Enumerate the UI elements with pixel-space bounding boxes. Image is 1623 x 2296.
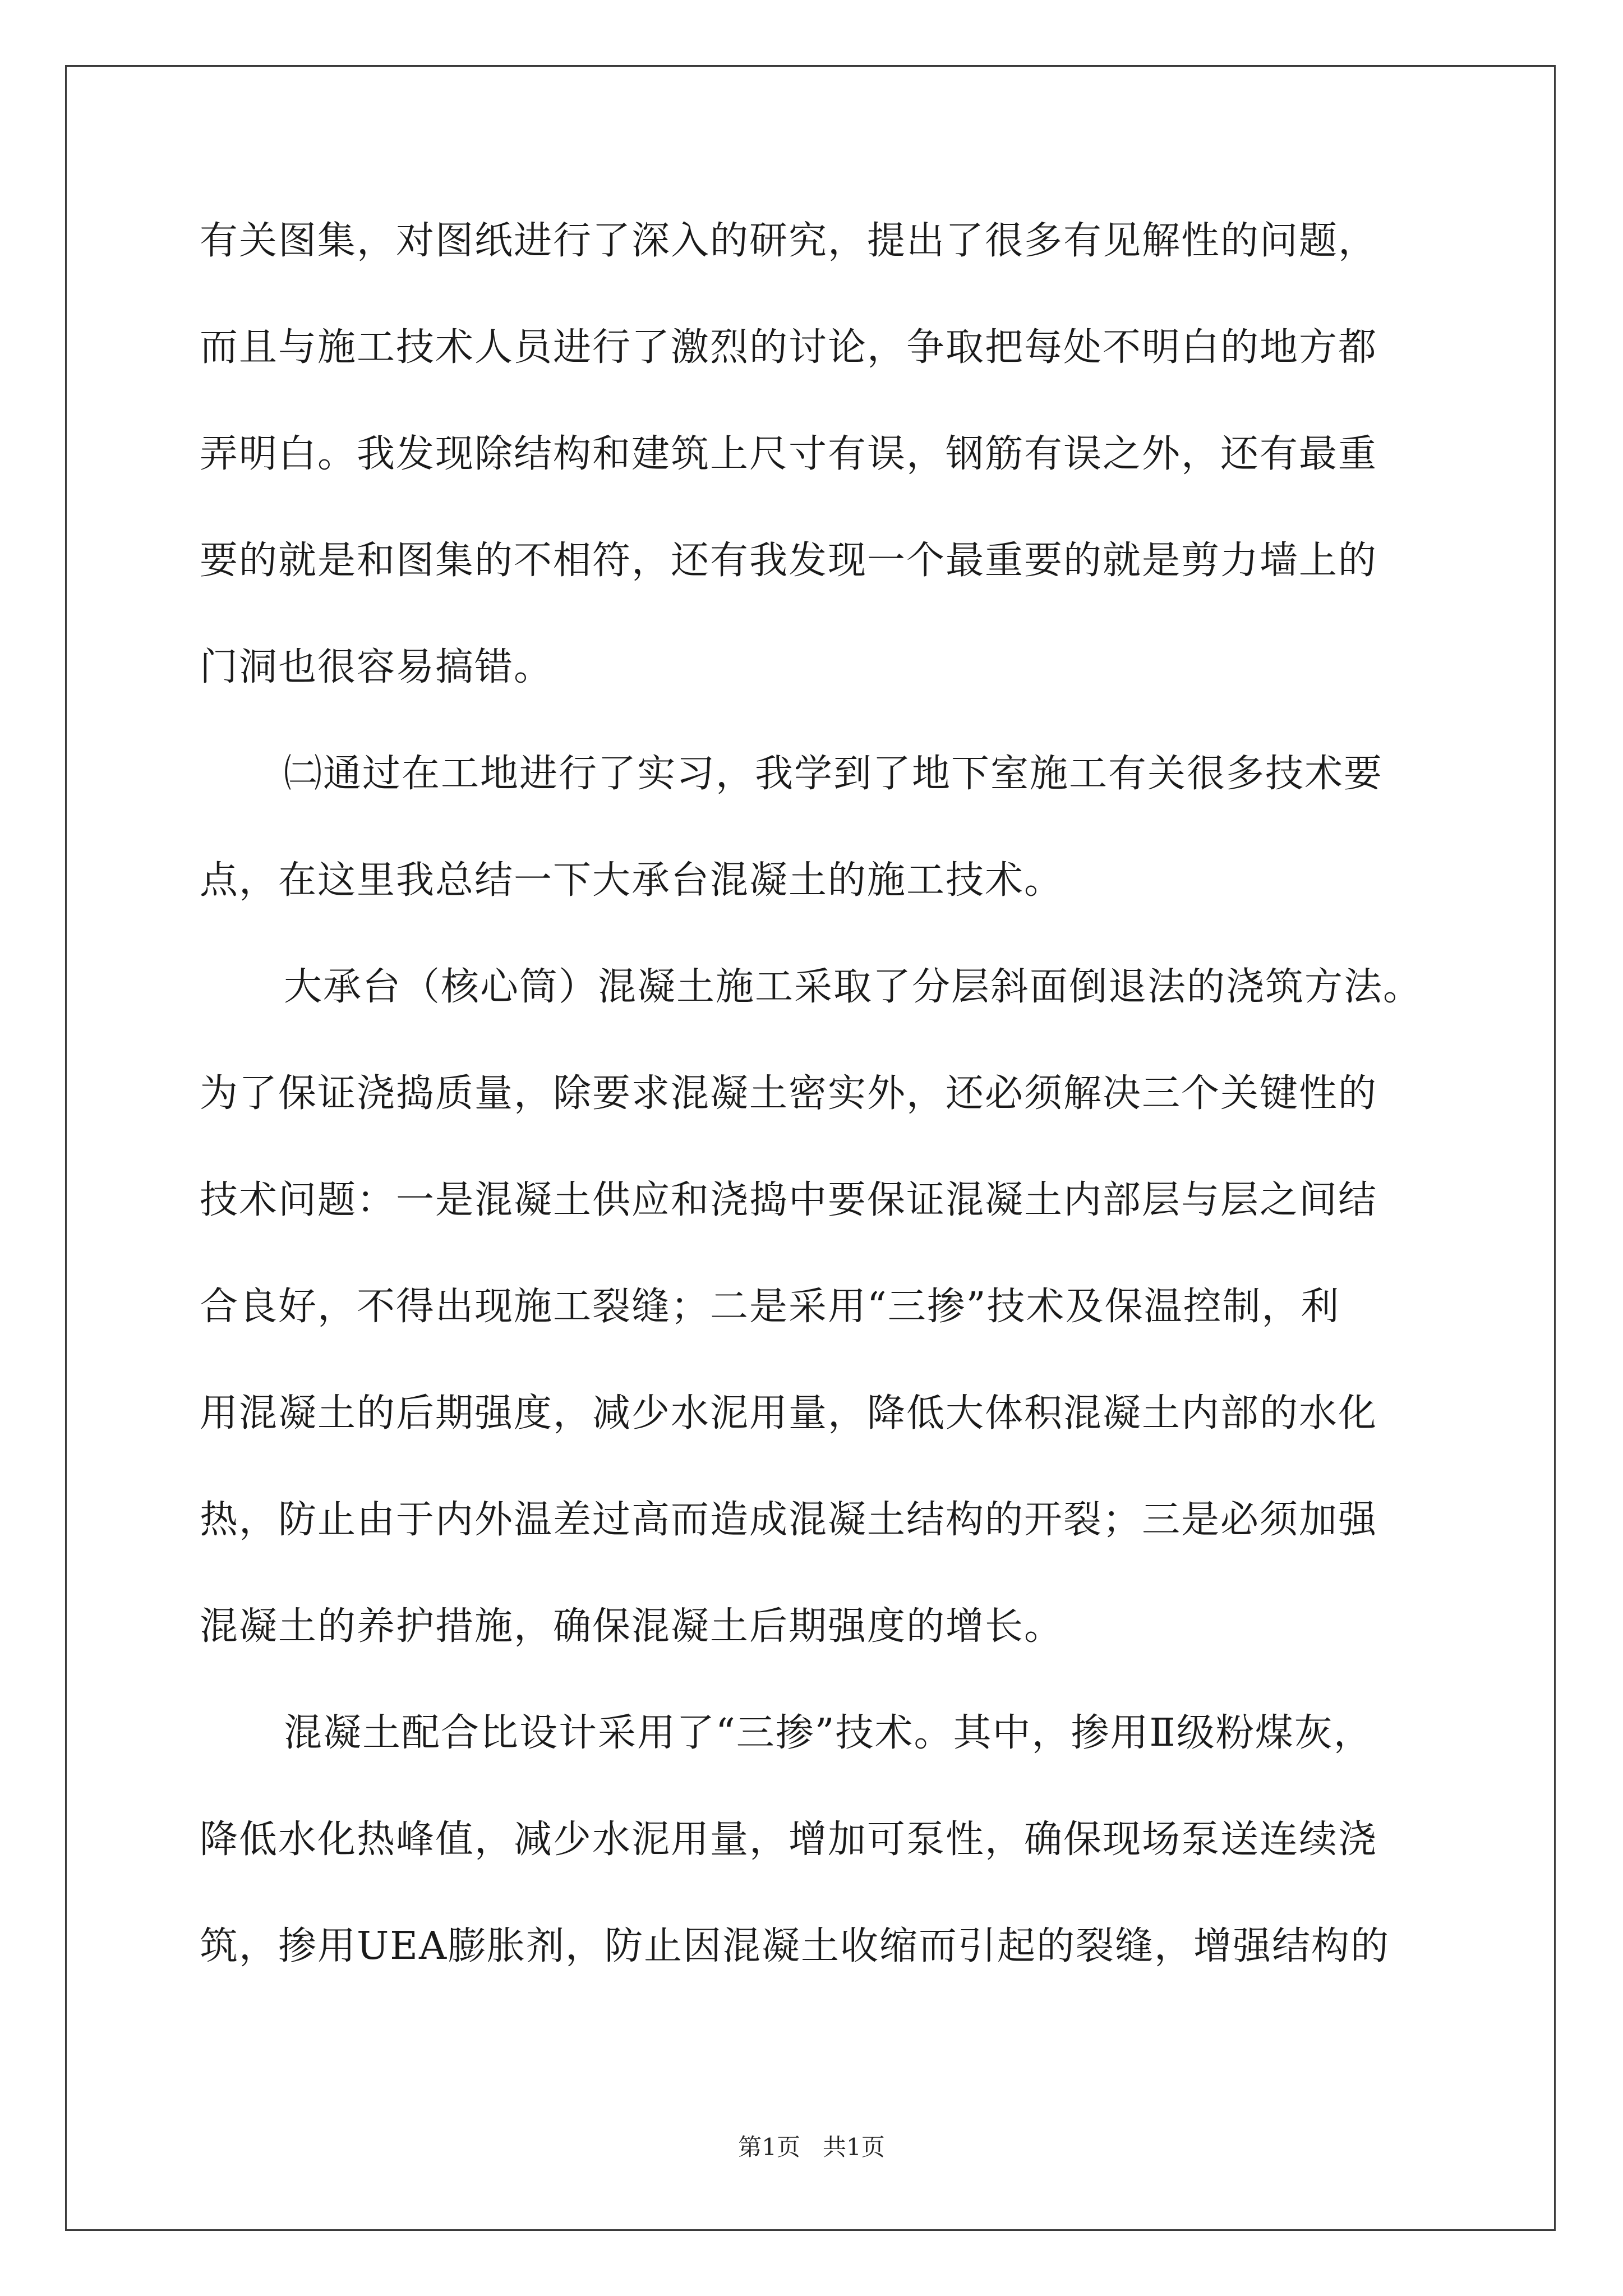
text-line: 混凝土配合比设计采用了“三掺”技术。其中，掺用Ⅱ级粉煤灰， [284, 1711, 1373, 1755]
text-line: 用混凝土的后期强度，减少水泥用量，降低大体积混凝土内部的水化 [200, 1391, 1378, 1435]
page-footer: 第1页 共1页 [738, 2133, 885, 2161]
text-line: 热，防止由于内外温差过高而造成混凝土结构的开裂；三是必须加强 [200, 1498, 1378, 1542]
text-line: 点，在这里我总结一下大承台混凝土的施工技术。 [200, 858, 1064, 903]
text-line: 技术问题：一是混凝土供应和浇捣中要保证混凝土内部层与层之间结 [200, 1178, 1378, 1222]
text-line: 而且与施工技术人员进行了激烈的讨论，争取把每处不明白的地方都 [200, 325, 1378, 370]
text-line: 为了保证浇捣质量，除要求混凝土密实外，还必须解决三个关键性的 [200, 1071, 1378, 1116]
text-line: 大承台（核心筒）混凝土施工采取了分层斜面倒退法的浇筑方法。 [284, 965, 1423, 1009]
text-line: 合良好，不得出现施工裂缝；二是采用“三掺”技术及保温控制，利 [200, 1285, 1340, 1329]
text-line: 门洞也很容易搞错。 [200, 645, 554, 689]
text-line: 降低水化热峰值，减少水泥用量，增加可泵性，确保现场泵送连续浇 [200, 1818, 1378, 1862]
text-line: 筑，掺用UEA膨胀剂，防止因混凝土收缩而引起的裂缝，增强结构的 [200, 1924, 1390, 1968]
text-line: ㈡通过在工地进行了实习，我学到了地下室施工有关很多技术要 [284, 752, 1384, 796]
text-line: 混凝土的养护措施，确保混凝土后期强度的增长。 [200, 1604, 1064, 1649]
text-line: 要的就是和图集的不相符，还有我发现一个最重要的就是剪力墙上的 [200, 539, 1378, 583]
text-line: 弄明白。我发现除结构和建筑上尺寸有误，钢筋有误之外，还有最重 [200, 432, 1378, 476]
page-border [65, 65, 1556, 2231]
text-line: 有关图集，对图纸进行了深入的研究，提出了很多有见解性的问题， [200, 219, 1378, 263]
